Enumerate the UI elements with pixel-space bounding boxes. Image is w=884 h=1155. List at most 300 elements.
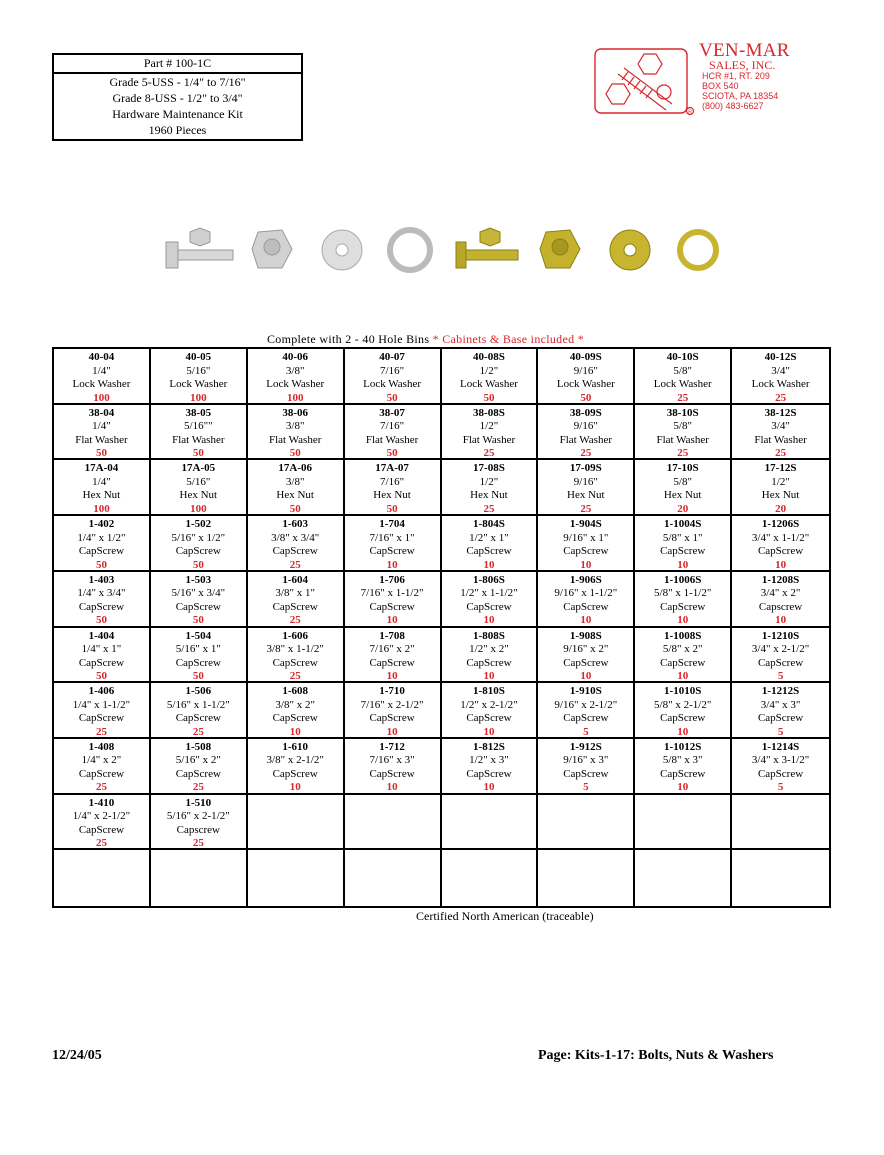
part-description: CapScrew: [757, 656, 804, 669]
part-number: 1-603: [282, 518, 309, 531]
bins-caption-text: Complete with 2 - 40 Hole Bins: [267, 332, 433, 346]
part-quantity: 25: [95, 837, 107, 850]
grid-cell: [345, 628, 442, 684]
svg-text:R: R: [688, 109, 692, 116]
part-number: 1-508: [185, 740, 212, 753]
part-quantity: 5: [777, 670, 784, 682]
part-quantity: 10: [677, 725, 689, 738]
grid-cell: [54, 349, 151, 405]
empty-grid-cell: [635, 795, 732, 851]
part-description: Lock Washer: [751, 378, 810, 390]
piece-count: 1960 Pieces: [148, 123, 207, 137]
parts-grid: [52, 347, 831, 908]
grade5-line: Grade 5-USS - 1/4" to 7/16": [109, 75, 246, 89]
part-description: Lock Washer: [363, 378, 421, 390]
part-quantity: 10: [483, 558, 495, 571]
part-number: 17-12S: [764, 462, 797, 475]
part-size: 7/16": [380, 475, 405, 488]
part-description: CapScrew: [757, 767, 804, 780]
grade8-bolt-icon: [456, 228, 518, 268]
part-quantity: 5: [583, 781, 589, 794]
part-number: 1-510: [185, 796, 212, 809]
grid-cell: [248, 516, 345, 572]
part-number: 1-1006S: [664, 573, 702, 586]
part-number: 40-12S: [764, 351, 797, 363]
part-description: CapScrew: [369, 656, 415, 669]
grade5-hex-nut-icon: [252, 230, 292, 268]
part-size: 7/16" x 3": [369, 754, 415, 767]
cabinet-note: * Cabinets & Base included *: [432, 332, 584, 346]
part-quantity: 25: [775, 391, 787, 404]
grid-cell: [345, 516, 442, 572]
part-number: 40-04: [88, 351, 115, 363]
part-quantity: 50: [192, 670, 204, 682]
part-description: CapScrew: [175, 712, 221, 725]
grid-cell: [538, 460, 635, 516]
grid-cell: [151, 628, 248, 684]
grid-cell: [442, 460, 539, 516]
part-size: 5/8": [673, 420, 692, 433]
grid-cell: [151, 795, 248, 851]
part-size: 5/16": [186, 364, 211, 377]
part-description: Lock Washer: [266, 378, 325, 390]
part-description: CapScrew: [563, 656, 609, 669]
part-quantity: 50: [95, 558, 107, 571]
part-size: 3/8" x 2": [275, 698, 315, 711]
part-description: CapScrew: [563, 600, 609, 613]
part-description: CapScrew: [78, 823, 125, 836]
part-number: 38-06: [282, 406, 309, 419]
empty-grid-cell: [442, 795, 539, 851]
part-size: 3/8" x 1-1/2": [266, 643, 324, 655]
part-quantity: 10: [386, 558, 398, 571]
part-number: Part # 100-1C: [54, 55, 301, 74]
part-number: 40-10S: [666, 351, 699, 363]
document-date: 12/24/05: [52, 1048, 102, 1063]
part-quantity: 100: [286, 391, 304, 404]
part-description: Hex Nut: [470, 489, 508, 502]
part-quantity: 50: [192, 614, 204, 627]
empty-grid-cell: [635, 850, 732, 906]
part-number: 1-708: [379, 629, 405, 642]
part-size: 5/16": [186, 475, 211, 488]
part-quantity: 10: [289, 781, 301, 794]
part-size: 3/8": [285, 475, 305, 488]
part-description: Hex Nut: [663, 489, 702, 502]
part-number: 17A-05: [181, 462, 216, 475]
part-number: 1-906S: [569, 573, 602, 586]
grid-cell: [54, 460, 151, 516]
grid-cell: [732, 349, 829, 405]
part-number: 1-704: [379, 518, 405, 531]
grid-cell: [732, 460, 829, 516]
brand-subtitle: SALES, INC.: [709, 58, 776, 72]
address-line: SCIOTA, PA 18354: [702, 91, 779, 101]
grade8-line: Grade 8-USS - 1/2" to 3/4": [112, 91, 243, 105]
empty-grid-cell: [248, 850, 345, 906]
part-size: 1/2": [479, 420, 499, 433]
part-description: CapScrew: [272, 656, 318, 669]
part-description: Hex Nut: [276, 489, 314, 502]
part-number: 40-09S: [569, 351, 602, 363]
part-size: 5/16" x 2": [175, 754, 221, 767]
part-number: 1-402: [88, 518, 115, 531]
part-number: 1-1008S: [664, 629, 702, 642]
empty-grid-cell: [442, 850, 539, 906]
part-description: Lock Washer: [556, 378, 615, 390]
part-size: 5/8" x 3": [662, 754, 703, 767]
part-description: CapScrew: [175, 656, 221, 669]
part-description: Flat Washer: [365, 433, 419, 446]
part-description: CapScrew: [78, 600, 125, 613]
empty-grid-cell: [345, 850, 442, 906]
part-number: 1-404: [88, 629, 115, 642]
part-description: CapScrew: [466, 656, 512, 669]
part-quantity: 25: [580, 502, 592, 515]
part-size: 3/4": [771, 420, 790, 433]
part-size: 9/16" x 1": [563, 531, 609, 544]
part-size: 5/16" x 3/4": [171, 587, 226, 600]
grid-cell: [248, 460, 345, 516]
part-quantity: 25: [580, 447, 592, 460]
part-quantity: 50: [192, 447, 204, 460]
part-description: Flat Washer: [754, 433, 807, 446]
part-quantity: 25: [289, 670, 301, 682]
part-description: Capscrew: [176, 823, 220, 836]
part-quantity: 10: [289, 725, 301, 738]
part-number: 17-10S: [666, 462, 699, 475]
part-number: 1-504: [185, 629, 212, 642]
grid-cell: [442, 349, 539, 405]
part-size: 9/16" x 3": [563, 754, 609, 767]
part-size: 9/16" x 2": [563, 643, 609, 655]
part-quantity: 10: [386, 781, 398, 794]
kit-name: Hardware Maintenance Kit: [112, 107, 243, 121]
part-number: 1-910S: [569, 685, 602, 698]
part-number: 17A-07: [375, 462, 409, 475]
part-size: 9/16": [573, 364, 598, 377]
grid-cell: [732, 516, 829, 572]
part-quantity: 50: [95, 670, 107, 682]
part-number: 1-1210S: [761, 629, 800, 642]
part-description: Lock Washer: [460, 378, 518, 390]
empty-grid-cell: [538, 850, 635, 906]
grid-cell: [732, 683, 829, 739]
part-quantity: 5: [777, 781, 784, 794]
part-quantity: 5: [583, 725, 589, 738]
part-description: CapScrew: [272, 600, 318, 613]
part-number: 17-08S: [473, 462, 505, 475]
part-number: 1-1010S: [664, 685, 702, 698]
part-description: Flat Washer: [172, 433, 225, 446]
part-number: 1-1012S: [664, 740, 702, 753]
part-description: CapScrew: [272, 545, 318, 558]
grid-cell: [54, 683, 151, 739]
part-size: 9/16": [573, 420, 598, 433]
grid-cell: [635, 739, 732, 795]
part-number: 1-606: [282, 629, 309, 642]
grid-cell: [442, 739, 539, 795]
part-quantity: 10: [775, 614, 787, 627]
part-size: 3/4" x 3": [760, 698, 801, 711]
part-description: CapScrew: [466, 545, 512, 558]
part-size: 3/8": [285, 364, 305, 377]
grid-cell: [732, 739, 829, 795]
part-quantity: 100: [190, 391, 207, 404]
grid-cell: [732, 405, 829, 461]
part-description: CapScrew: [175, 600, 221, 613]
part-quantity: 50: [483, 391, 495, 404]
part-description: Flat Washer: [269, 433, 322, 446]
part-description: Lock Washer: [653, 378, 712, 390]
part-quantity: 50: [289, 502, 301, 515]
part-description: CapScrew: [78, 656, 125, 669]
part-description: Hex Nut: [179, 489, 218, 502]
part-number: 38-10S: [666, 406, 699, 419]
grid-cell: [732, 628, 829, 684]
part-size: 5/8" x 2-1/2": [654, 698, 712, 711]
grid-cell: [538, 683, 635, 739]
page-reference: Page: Kits-1-17: Bolts, Nuts & Washers: [538, 1048, 774, 1063]
grid-cell: [54, 516, 151, 572]
grade8-hex-nut-icon: [540, 230, 580, 268]
part-size: 1/4" x 1/2": [77, 531, 126, 544]
empty-grid-cell: [345, 795, 442, 851]
part-number: 1-804S: [473, 518, 505, 531]
grid-cell: [151, 683, 248, 739]
part-description: CapScrew: [369, 545, 415, 558]
part-size: 3/4" x 2": [760, 587, 801, 600]
part-description: Hex Nut: [82, 489, 121, 502]
part-number: 38-12S: [764, 406, 797, 419]
part-number: 1-410: [88, 796, 115, 809]
part-size: 1/2": [479, 475, 499, 488]
part-quantity: 10: [677, 781, 689, 794]
part-quantity: 50: [386, 391, 398, 404]
grid-cell: [54, 405, 151, 461]
grid-cell: [635, 460, 732, 516]
part-number: 1-604: [282, 573, 309, 586]
part-number: 1-904S: [569, 518, 602, 531]
part-quantity: 50: [386, 447, 398, 460]
part-number: 1-1214S: [761, 740, 800, 753]
part-description: Hex Nut: [567, 489, 605, 502]
part-size: 1/4" x 3/4": [77, 587, 126, 600]
part-description: CapScrew: [369, 712, 415, 725]
bins-caption: [267, 332, 584, 347]
part-size: 3/4" x 1-1/2": [751, 531, 810, 544]
part-description: CapScrew: [175, 545, 221, 558]
grid-cell: [151, 405, 248, 461]
part-quantity: 20: [677, 502, 689, 515]
grid-cell: [635, 349, 732, 405]
part-number: 1-912S: [569, 740, 602, 753]
certification-note: Certified North American (traceable): [416, 909, 594, 923]
part-quantity: 25: [192, 725, 204, 738]
part-size: 3/4" x 2-1/2": [751, 643, 810, 655]
part-size: 5/16" x 1/2": [171, 531, 226, 544]
part-number: 1-506: [185, 685, 212, 698]
part-number: 38-08S: [473, 406, 505, 419]
grade5-flat-washer-icon: [322, 230, 362, 270]
grid-cell: [345, 572, 442, 628]
part-description: CapScrew: [563, 767, 609, 780]
part-quantity: 10: [483, 614, 495, 627]
part-description: CapScrew: [78, 545, 125, 558]
grid-cell: [345, 739, 442, 795]
grid-cell: [248, 349, 345, 405]
phone-number: (800) 483-6627: [702, 101, 764, 111]
part-quantity: 50: [580, 391, 592, 404]
grid-cell: [442, 405, 539, 461]
part-quantity: 25: [192, 837, 204, 850]
part-quantity: 10: [483, 670, 495, 682]
part-size: 5/8" x 2": [662, 643, 703, 655]
part-number: 1-808S: [473, 629, 505, 642]
part-size: 3/8" x 3/4": [271, 531, 320, 544]
part-description: CapScrew: [660, 545, 706, 558]
part-number: 1-706: [379, 573, 405, 586]
part-quantity: 10: [677, 614, 689, 627]
part-number: 38-07: [379, 406, 405, 419]
part-number: 1-810S: [473, 685, 505, 698]
part-number: 1-406: [88, 685, 115, 698]
part-number: 1-403: [88, 573, 115, 586]
grid-cell: [635, 683, 732, 739]
part-quantity: 25: [775, 447, 787, 460]
part-number: 1-1212S: [761, 685, 800, 698]
part-quantity: 50: [289, 447, 301, 460]
part-number: 40-05: [185, 351, 212, 363]
part-number: 40-06: [282, 351, 309, 363]
address-line: HCR #1, RT. 209: [702, 71, 770, 81]
part-quantity: 20: [775, 502, 787, 515]
empty-grid-cell: [151, 850, 248, 906]
part-size: 9/16" x 1-1/2": [554, 587, 618, 600]
part-size: 5/8": [673, 475, 692, 488]
part-number: 1-806S: [473, 573, 505, 586]
part-size: 3/8" x 1": [275, 587, 315, 600]
part-quantity: 25: [289, 614, 301, 627]
part-size: 1/4" x 2-1/2": [72, 810, 131, 823]
grid-cell: [54, 795, 151, 851]
part-size: 5/8" x 1-1/2": [654, 587, 712, 600]
grid-cell: [538, 572, 635, 628]
grid-cell: [248, 628, 345, 684]
part-size: 3/4" x 3-1/2": [751, 754, 810, 767]
part-number: 1-710: [379, 685, 405, 698]
part-number: 17A-06: [278, 462, 312, 475]
grid-cell: [635, 516, 732, 572]
part-size: 9/16" x 2-1/2": [554, 698, 618, 711]
part-quantity: 25: [95, 781, 107, 794]
part-description: CapScrew: [78, 712, 125, 725]
part-size: 9/16": [573, 475, 598, 488]
grid-cell: [54, 739, 151, 795]
grid-cell: [345, 349, 442, 405]
part-size: 1/4" x 1-1/2": [72, 698, 131, 711]
part-quantity: 10: [580, 558, 592, 571]
part-description: CapScrew: [78, 767, 125, 780]
part-size: 1/2" x 3": [469, 754, 509, 767]
part-size: 7/16": [380, 420, 405, 433]
grid-cell: [635, 572, 732, 628]
part-size: 1/2": [479, 364, 499, 377]
part-size: 3/4": [771, 364, 790, 377]
part-quantity: 10: [483, 725, 495, 738]
part-number: 1-1206S: [761, 518, 800, 531]
part-size: 1/4" x 1": [81, 643, 122, 655]
part-size: 7/16" x 2": [369, 643, 415, 655]
part-number: 40-07: [379, 351, 405, 363]
ven-mar-logo: [594, 40, 834, 118]
bolt-logo-icon: [594, 48, 696, 116]
part-number: 1-610: [282, 740, 309, 753]
hardware-illustrations: [160, 222, 720, 282]
grid-cell: [151, 516, 248, 572]
part-description: CapScrew: [466, 767, 512, 780]
empty-grid-cell: [248, 795, 345, 851]
part-description: CapScrew: [466, 600, 512, 613]
part-number: 17A-04: [84, 462, 119, 475]
grid-cell: [538, 739, 635, 795]
empty-grid-cell: [54, 850, 151, 906]
grid-cell: [248, 739, 345, 795]
part-quantity: 25: [95, 725, 107, 738]
grid-cell: [54, 572, 151, 628]
part-quantity: 50: [95, 447, 107, 460]
part-quantity: 25: [483, 502, 495, 515]
part-description: Flat Washer: [462, 433, 516, 446]
part-size: 3/8" x 2-1/2": [266, 754, 324, 767]
grid-cell: [442, 683, 539, 739]
part-number: 1-502: [185, 518, 212, 531]
part-quantity: 100: [93, 502, 110, 515]
grid-cell: [248, 572, 345, 628]
part-number: 1-503: [185, 573, 212, 586]
grid-cell: [635, 628, 732, 684]
grade5-bolt-icon: [166, 228, 233, 268]
part-quantity: 25: [289, 558, 301, 571]
part-number: 38-04: [88, 406, 115, 419]
part-description: CapScrew: [660, 767, 706, 780]
part-description: CapScrew: [757, 545, 804, 558]
part-size: 1/2" x 2": [469, 643, 509, 655]
part-number: 17-09S: [569, 462, 602, 475]
part-quantity: 25: [483, 447, 495, 460]
grid-cell: [442, 628, 539, 684]
part-quantity: 100: [190, 502, 207, 515]
part-number: 1-908S: [569, 629, 602, 642]
part-description: CapScrew: [175, 767, 221, 780]
kit-info-box: [52, 53, 303, 141]
part-size: 7/16": [380, 364, 405, 377]
part-size: 1/4": [92, 364, 111, 377]
part-quantity: 50: [192, 558, 204, 571]
empty-grid-cell: [732, 795, 829, 851]
grid-cell: [151, 349, 248, 405]
part-quantity: 5: [777, 725, 784, 738]
grid-cell: [248, 683, 345, 739]
part-size: 7/16" x 1": [369, 531, 415, 544]
grid-cell: [635, 405, 732, 461]
grid-cell: [442, 516, 539, 572]
part-quantity: 10: [386, 725, 398, 738]
part-quantity: 25: [677, 391, 689, 404]
part-quantity: 10: [677, 558, 689, 571]
part-number: 1-1208S: [761, 573, 800, 586]
part-description: Flat Washer: [656, 433, 709, 446]
